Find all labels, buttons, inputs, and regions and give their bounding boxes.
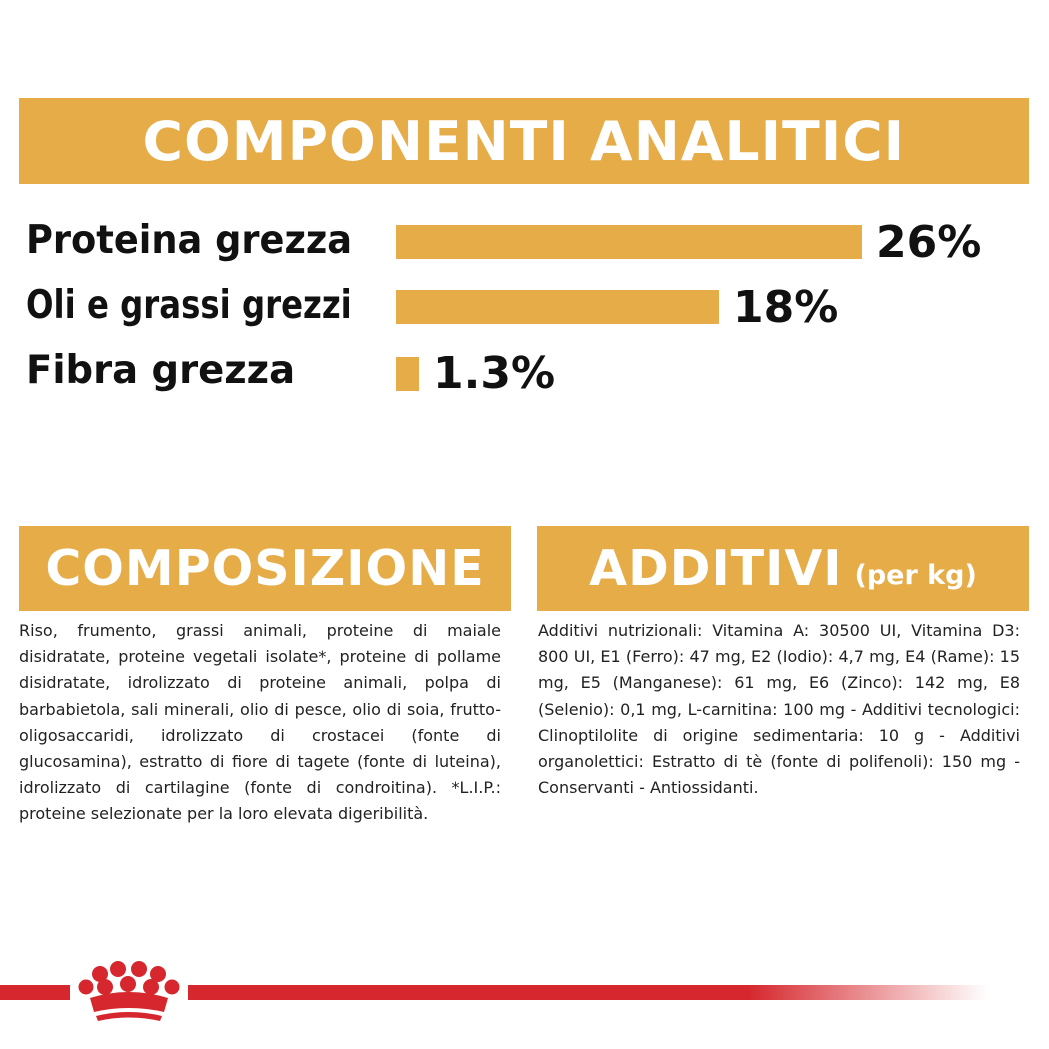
analytic-label: Oli e grassi grezzi bbox=[26, 283, 352, 328]
additives-text: Additivi nutrizionali: Vitamina A: 30500 UI, Vitamina D3: 800 UI, E1 (Ferro): 47 mg, E2 (Iodio): 4,7 mg, E4 (Rame): 15 mg, E5 (Manganese): 61 mg, E6 (Zinco): 142 mg, E8 (Selenio): 0,1 mg, L-carnitina: 100 mg - Additivi tecnologici: Clinoptilolite di origine sedimentaria: 10 g - Additivi organolettici: Estratto di tè (fonte di polifenoli): 150 mg - Conservanti - Antiossidanti. bbox=[538, 621, 1020, 798]
analytic-row-protein bbox=[0, 212, 1049, 276]
footer-brand-line-right bbox=[188, 985, 988, 1000]
additives-title-suffix: (per kg) bbox=[854, 560, 977, 591]
additives-title: ADDITIVI bbox=[589, 540, 843, 597]
analytic-value: 1.3% bbox=[433, 348, 556, 399]
analytic-row-fat bbox=[0, 277, 1049, 341]
analytic-bar bbox=[396, 290, 719, 324]
composition-title: COMPOSIZIONE bbox=[45, 540, 485, 597]
analytic-value: 26% bbox=[876, 217, 982, 268]
composition-text: Riso, frumento, grassi animali, proteine di maiale disidratate, proteine vegetali isolate*, proteine di pollame disidratate, idrolizzato di proteine animali, polpa di barbabietola, sali minerali, olio di pesce, olio di soia, frutto-oligosaccaridi, idrolizzato di crostacei (fonte di glucosamina), estratto di fiore di tagete (fonte di luteina), idrolizzato di cartilagine (fonte di condroitina). *L.I.P.: proteine selezionate per la loro elevata digeribilità. bbox=[19, 621, 501, 824]
analytic-components-title: COMPONENTI ANALITICI bbox=[142, 109, 906, 173]
analytic-value: 18% bbox=[733, 282, 839, 333]
analytic-label: Fibra grezza bbox=[26, 348, 296, 393]
royal-canin-crown-icon bbox=[76, 960, 184, 1022]
analytic-row-fiber bbox=[0, 342, 1049, 406]
analytic-bar bbox=[396, 357, 419, 391]
analytic-components-banner bbox=[19, 98, 1029, 184]
composition-banner bbox=[19, 526, 511, 611]
additives-banner bbox=[537, 526, 1029, 611]
footer-brand-line-left bbox=[0, 985, 70, 1000]
analytic-label: Proteina grezza bbox=[26, 218, 353, 263]
analytic-bar bbox=[396, 225, 862, 259]
